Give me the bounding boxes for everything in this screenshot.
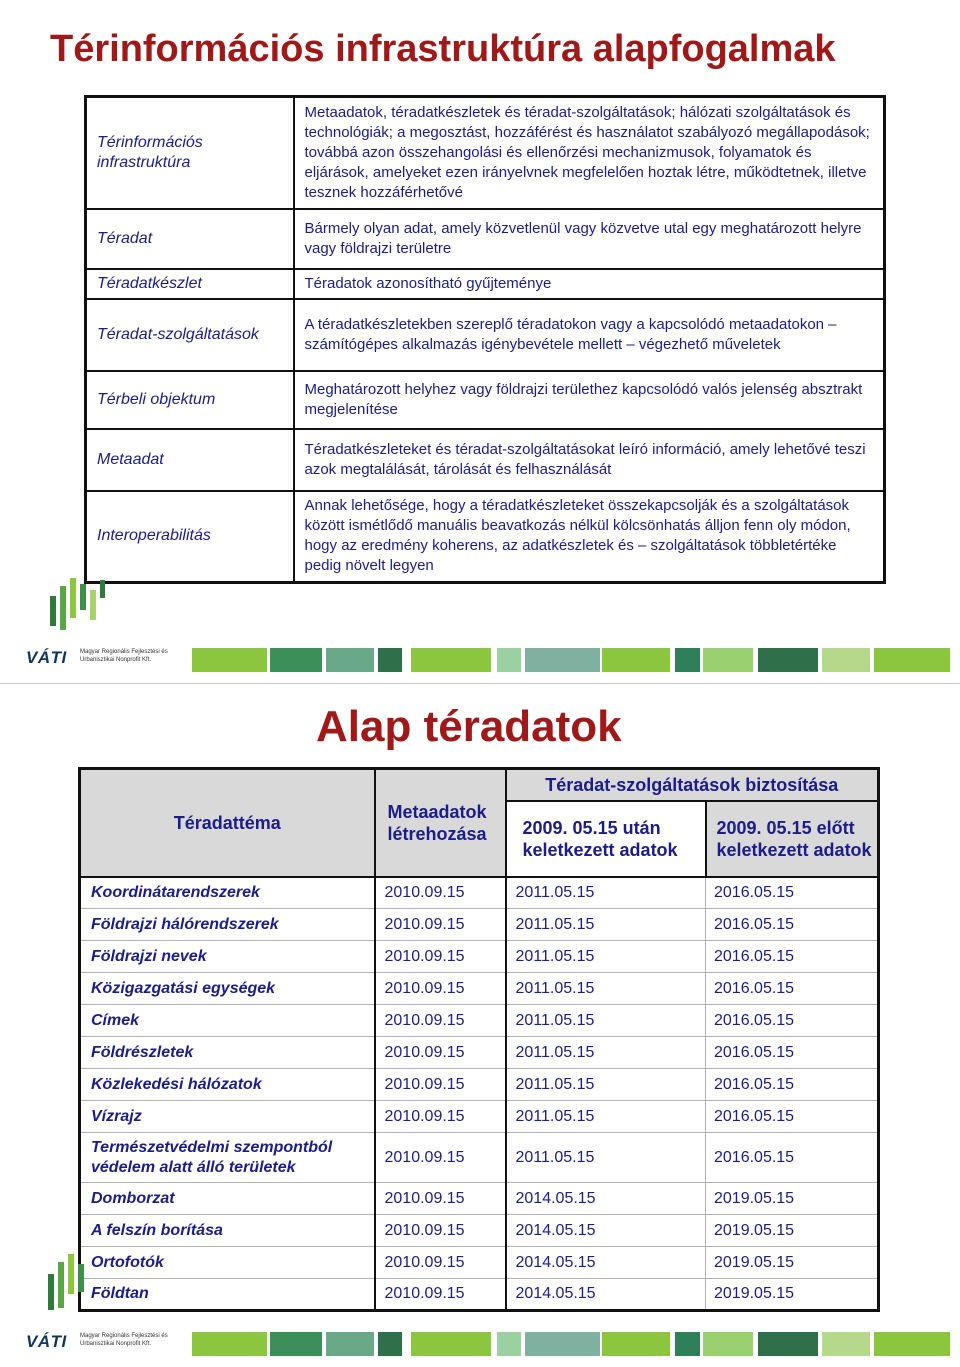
theme-cell: A felszín borítása: [80, 1215, 375, 1247]
header-metadata: Metaadatok létrehozása: [375, 769, 506, 877]
header-theme: Téradattéma: [80, 769, 375, 877]
before-date-cell: 2016.05.15: [706, 909, 879, 941]
after-date-cell: 2014.05.15: [506, 1183, 706, 1215]
theme-cell: Koordinátarendszerek: [80, 877, 375, 909]
theme-cell: Földrajzi nevek: [80, 941, 375, 973]
after-date-cell: 2011.05.15: [506, 1037, 706, 1069]
table-row: [80, 973, 879, 1005]
footer-bar: [822, 1332, 870, 1356]
table-row: [80, 1101, 879, 1133]
vati-subtitle: Magyar Regionális Fejlesztési és Urbanisztikai Nonprofit Kft.: [80, 649, 168, 663]
theme-cell: Közigazgatási egységek: [80, 973, 375, 1005]
footer-bar: [525, 1332, 600, 1356]
vati-logo: VÁTI: [26, 1332, 67, 1351]
definition-term: Interoperabilitás: [86, 491, 294, 583]
metadata-date-cell: 2010.09.15: [375, 941, 506, 973]
slide-title: Térinformációs infrastruktúra alapfogalmak: [50, 28, 836, 70]
table-row: [80, 877, 879, 909]
before-date-cell: 2016.05.15: [706, 1069, 879, 1101]
theme-cell: Vízrajz: [80, 1101, 375, 1133]
metadata-date-cell: 2010.09.15: [375, 1133, 506, 1183]
metadata-date-cell: 2010.09.15: [375, 1037, 506, 1069]
table-row: [80, 941, 879, 973]
after-date-cell: 2014.05.15: [506, 1215, 706, 1247]
after-date-cell: 2011.05.15: [506, 1005, 706, 1037]
header-after: 2009. 05.15 után keletkezett adatok: [506, 801, 706, 877]
table-row: [80, 1037, 879, 1069]
metadata-date-cell: 2010.09.15: [375, 1183, 506, 1215]
footer-bar: [326, 648, 374, 672]
table-row: [80, 1215, 879, 1247]
after-date-cell: 2011.05.15: [506, 1069, 706, 1101]
vati-subtitle: Magyar Regionális Fejlesztési és Urbanisztikai Nonprofit Kft.: [80, 1333, 168, 1347]
definition-row: [86, 97, 885, 209]
footer-bar: [602, 648, 670, 672]
before-date-cell: 2019.05.15: [706, 1183, 879, 1215]
footer-bar: [703, 648, 753, 672]
before-date-cell: 2019.05.15: [706, 1279, 879, 1311]
after-date-cell: 2011.05.15: [506, 877, 706, 909]
footer-bar: [270, 1332, 322, 1356]
definition-row: [86, 299, 885, 371]
metadata-date-cell: 2010.09.15: [375, 1005, 506, 1037]
table-row: [80, 1069, 879, 1101]
decorative-bars-icon: [48, 1254, 88, 1314]
footer-bar: [525, 648, 600, 672]
table-row: [80, 1005, 879, 1037]
theme-cell: Földtan: [80, 1279, 375, 1311]
footer-bar: [411, 648, 491, 672]
definition-row: [86, 269, 885, 299]
before-date-cell: 2016.05.15: [706, 941, 879, 973]
table-header-row: [80, 769, 879, 801]
after-date-cell: 2011.05.15: [506, 973, 706, 1005]
footer-bar: [675, 1332, 700, 1356]
definition-text: A téradatkészletekben szereplő téradatokon vagy a kapcsolódó metaadatokon – számítógépes alkalmazás igénybevétele mellett – végezhető műveletek: [294, 299, 885, 371]
definition-term: Térbeli objektum: [86, 371, 294, 429]
metadata-date-cell: 2010.09.15: [375, 1215, 506, 1247]
before-date-cell: 2016.05.15: [706, 1133, 879, 1183]
decorative-bars-icon: [50, 578, 110, 634]
before-date-cell: 2019.05.15: [706, 1215, 879, 1247]
table-row: [80, 1247, 879, 1279]
definition-row: [86, 371, 885, 429]
metadata-date-cell: 2010.09.15: [375, 877, 506, 909]
metadata-date-cell: 2010.09.15: [375, 973, 506, 1005]
slide-title: Alap téradatok: [316, 702, 622, 751]
definition-text: Annak lehetősége, hogy a téradatkészleteket összekapcsolják és a szolgáltatások között ismétlődő manuális beavatkozás nélkül kölcsönhatás álljon fenn oly módon, hogy az eredmény koherens, az adatkészletek és – szolgáltatások többletértéke pedig növelt legyen: [294, 491, 885, 583]
theme-cell: Ortofotók: [80, 1247, 375, 1279]
footer-bar: [758, 648, 818, 672]
table-row: [80, 909, 879, 941]
header-services: Téradat-szolgáltatások biztosítása: [506, 769, 879, 801]
slide-footer: [0, 640, 960, 680]
before-date-cell: 2016.05.15: [706, 1005, 879, 1037]
base-data-table: [78, 767, 880, 1312]
theme-cell: Domborzat: [80, 1183, 375, 1215]
metadata-date-cell: 2010.09.15: [375, 1279, 506, 1311]
footer-bar: [497, 648, 521, 672]
theme-cell: Természetvédelmi szempontból védelem alatt álló területek: [80, 1133, 375, 1183]
metadata-date-cell: 2010.09.15: [375, 1247, 506, 1279]
vati-logo: VÁTI: [26, 648, 67, 667]
footer-bar: [411, 1332, 491, 1356]
theme-cell: Címek: [80, 1005, 375, 1037]
after-date-cell: 2011.05.15: [506, 941, 706, 973]
footer-bar: [192, 1332, 267, 1356]
footer-bar: [822, 648, 870, 672]
definition-term: Téradat: [86, 209, 294, 269]
before-date-cell: 2016.05.15: [706, 973, 879, 1005]
table-row: [80, 1279, 879, 1311]
definition-row: [86, 491, 885, 583]
footer-bar: [675, 648, 700, 672]
after-date-cell: 2014.05.15: [506, 1247, 706, 1279]
theme-cell: Közlekedési hálózatok: [80, 1069, 375, 1101]
metadata-date-cell: 2010.09.15: [375, 1069, 506, 1101]
footer-bar: [378, 1332, 402, 1356]
after-date-cell: 2014.05.15: [506, 1279, 706, 1311]
footer-bar: [602, 1332, 670, 1356]
after-date-cell: 2011.05.15: [506, 909, 706, 941]
after-date-cell: 2011.05.15: [506, 1101, 706, 1133]
definitions-table: [84, 95, 886, 584]
footer-bar: [378, 648, 402, 672]
footer-bar: [758, 1332, 818, 1356]
footer-bar: [497, 1332, 521, 1356]
before-date-cell: 2019.05.15: [706, 1247, 879, 1279]
definition-term: Téradatkészlet: [86, 269, 294, 299]
theme-cell: Földrészletek: [80, 1037, 375, 1069]
footer-bar: [270, 648, 322, 672]
before-date-cell: 2016.05.15: [706, 877, 879, 909]
header-before: 2009. 05.15 előtt keletkezett adatok: [706, 801, 879, 877]
slide-definitions: [0, 0, 960, 683]
before-date-cell: 2016.05.15: [706, 1037, 879, 1069]
definition-term: Metaadat: [86, 429, 294, 491]
footer-bar: [874, 648, 950, 672]
after-date-cell: 2011.05.15: [506, 1133, 706, 1183]
footer-bar: [874, 1332, 950, 1356]
definition-row: [86, 209, 885, 269]
definition-text: Téradatkészleteket és téradat-szolgáltatásokat leíró információ, amely lehetővé teszi azok megtalálását, tárolását és felhasználását: [294, 429, 885, 491]
slide-footer: [0, 1324, 960, 1364]
definition-text: Meghatározott helyhez vagy földrajzi területhez kapcsolódó valós jelenség absztrakt megjelenítése: [294, 371, 885, 429]
footer-bar: [703, 1332, 753, 1356]
table-row: [80, 1133, 879, 1183]
slide-base-data: [0, 683, 960, 1367]
definition-text: Téradatok azonosítható gyűjteménye: [294, 269, 885, 299]
before-date-cell: 2016.05.15: [706, 1101, 879, 1133]
definition-term: Téradat-szolgáltatások: [86, 299, 294, 371]
table-row: [80, 1183, 879, 1215]
definition-text: Metaadatok, téradatkészletek és téradat-szolgáltatások; hálózati szolgáltatások és technológiák; a megosztást, hozzáférést és használatot szabályozó megállapodások; továbbá azon összehangolási és ellenőrzési mechanizmusok, folyamatok és eljárások, amelyeket ezen irányelvnek megfelelően hoztak létre, működtetnek, illetve tesznek hozzáférhetővé: [294, 97, 885, 209]
definition-row: [86, 429, 885, 491]
footer-bar: [192, 648, 267, 672]
footer-bar: [326, 1332, 374, 1356]
definition-text: Bármely olyan adat, amely közvetlenül vagy közvetve utal egy meghatározott helyre vagy földrajzi területre: [294, 209, 885, 269]
definition-term: Térinformációs infrastruktúra: [86, 97, 294, 209]
metadata-date-cell: 2010.09.15: [375, 909, 506, 941]
theme-cell: Földrajzi hálórendszerek: [80, 909, 375, 941]
metadata-date-cell: 2010.09.15: [375, 1101, 506, 1133]
